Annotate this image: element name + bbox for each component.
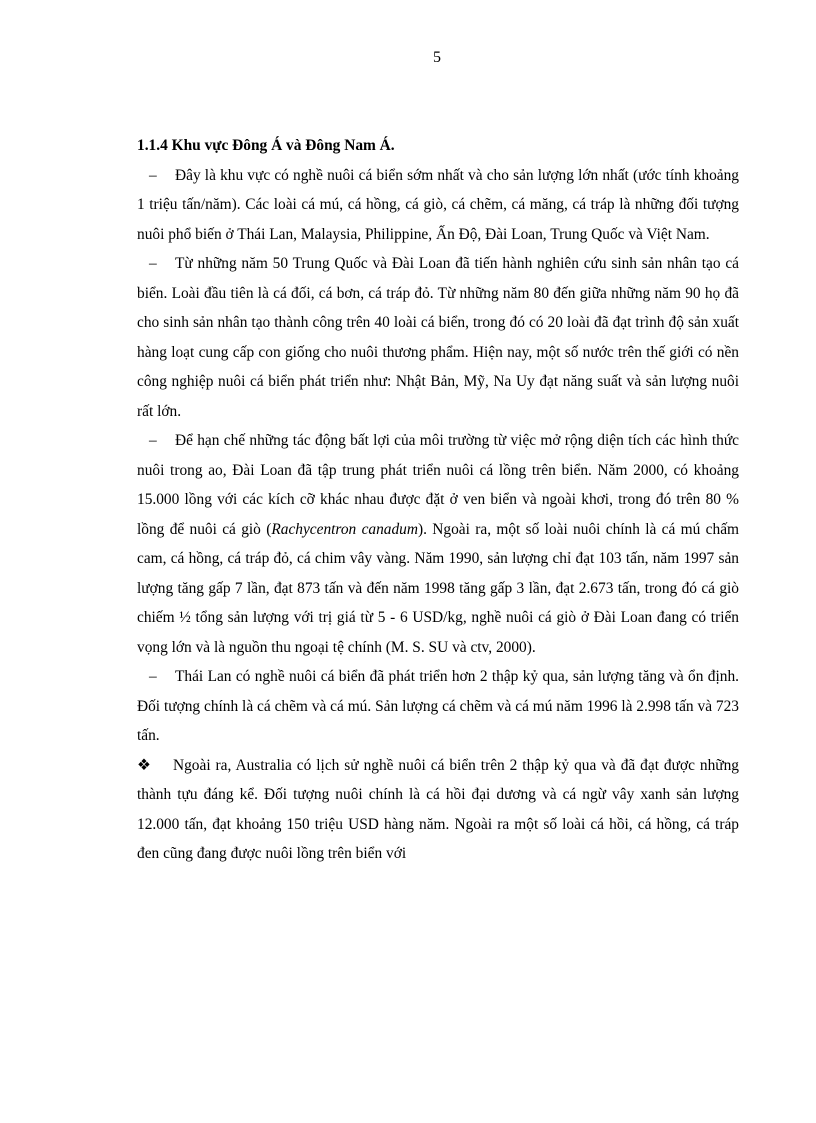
dash-marker: – [149,668,157,685]
dash-marker: – [149,166,157,184]
paragraph-text: Ngoài ra, Australia có lịch sử nghề nuôi cá biển trên 2 thập kỷ qua và đã đạt được những thành tựu đáng kể. Đối tượng nuôi chính là cá hồi đại dương và cá ngừ vây xanh sản lượng 12.000 tấn, đạt khoảng 150 triệu USD hàng năm. Ngoài ra một số loài cá hồi, cá hồng, cá tráp đen cũng đang được nuôi lồng trên biển với [137,756,739,862]
section-heading: 1.1.4 Khu vực Đông Á và Đông Nam Á. [137,137,395,154]
paragraph-australia [137,751,739,869]
dash-marker: – [149,432,157,449]
paragraph-text: ). Ngoài ra, một số loài nuôi chính là cá mú chấm cam, cá hồng, cá tráp đỏ, cá chim vây vàng. Năm 1990, sản lượng chỉ đạt 103 tấn, năm 1997 sản lượng tăng gấp 7 lần, đạt 873 tấn và đến năm 1998 tăng gấp 3 lần, đạt 2.673 tấn, trong đó cá giò chiếm ½ tổng sản lượng với trị giá từ 5 - 6 USD/kg, nghề nuôi cá giò ở Đài Loan đang có triển vọng lớn và là nguồn thu ngoại tệ chính (M. S. SU và ctv, 2000). [137,520,739,656]
dash-marker: – [149,255,157,272]
paragraph-text: Thái Lan có nghề nuôi cá biển đã phát triển hơn 2 thập kỷ qua, sản lượng tăng và ổn định. Đối tượng chính là cá chẽm và cá mú. Sản lượng cá chẽm và cá mú năm 1996 là 2.998 tấn và 723 tấn. [137,668,739,744]
document-body [137,131,739,869]
paragraph-text: Từ những năm 50 Trung Quốc và Đài Loan đã tiến hành nghiên cứu sinh sản nhân tạo cá biển. Loài đầu tiên là cá đối, cá bơn, cá tráp đỏ. Từ những năm 80 đến giữa những năm 90 họ đã cho sinh sản nhân tạo thành công trên 40 loài cá biển, trong đó có 20 loài đã đạt trình độ sản xuất hàng loạt cung cấp con giống cho nuôi thương phẩm. Hiện nay, một số nước trên thế giới có nền công nghiệp nuôi cá biển phát triển như: Nhật Bản, Mỹ, Na Uy đạt năng suất và sản lượng nuôi rất lớn. [137,255,739,420]
paragraph-thailand [137,662,739,751]
page-number: 5 [433,49,441,66]
paragraph-text: Để hạn chế những tác động bất lợi của môi trường từ việc mở rộng diện tích các hình thức nuôi trong ao, Đài Loan đã tập trung phát triển nuôi cá lồng trên biển. Năm 2000, có khoảng 15.000 lồng với các kích cỡ khác nhau được đặt ở ven biển và ngoài khơi, trong đó trên 80 % lồng để nuôi cá giò ( [137,432,739,538]
paragraph-taiwan-cage-farming [137,426,739,662]
paragraph-artificial-breeding [137,249,739,426]
paragraph-east-asia-overview [137,161,739,250]
diamond-bullet-icon: ❖ [137,756,151,774]
species-name-italic: Rachycentron canadum [271,520,418,538]
paragraph-text: Đây là khu vực có nghề nuôi cá biển sớm nhất và cho sản lượng lớn nhất (ước tính khoảng 1 triệu tấn/năm). Các loài cá mú, cá hồng, cá giò, cá chẽm, cá măng, cá tráp là những đối tượng nuôi phổ biến ở Thái Lan, Malaysia, Philippine, Ấn Độ, Đài Loan, Trung Quốc và Việt Nam. [137,166,739,243]
